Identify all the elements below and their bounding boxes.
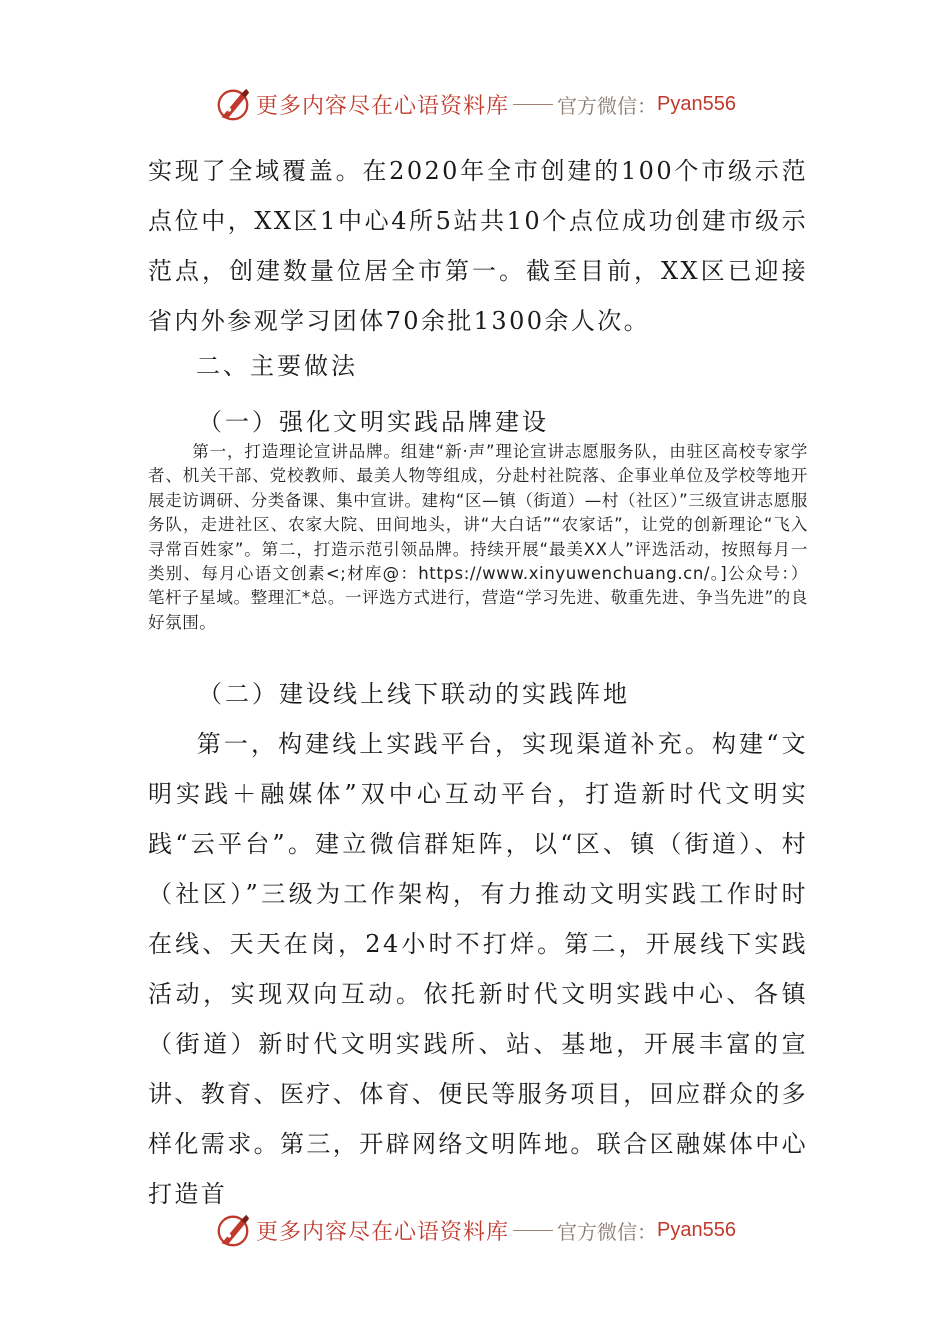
header-banner [0,82,950,126]
banner-wechat-id: Pyan556 [657,92,736,115]
banner-dash [513,104,553,105]
section-heading: 二、主要做法 [196,352,358,380]
banner-wechat-label: 官方微信： [557,1219,658,1244]
banner-brand-text: 更多内容尽在心语资料库 [256,1219,510,1245]
paragraph-2-text: 第一，构建线上实践平台，实现渠道补充。构建“文明实践＋融媒体”双中心互动平台，打造新时代文明实践“云平台”。建立微信群矩阵，以“区、镇（街道）、村（社区）”三级为工作架构，有力推动文明实践工作时时在线、天天在岗，24小时不打烊。第二，开展线下实践活动，实现双向互动。依托新时代文明实践中心、各镇（街道）新时代文明实践所、站、基地，开展丰富的宣讲、教育、医疗、体育、便民等服务项目，回应群众的多样化需求。第三，开辟网络文明阵地。联合区融媒体中心打造首 [148,730,808,1208]
paragraph-small-text: 第一，打造理论宣讲品牌。组建“新·声”理论宣讲志愿服务队，由驻区高校专家学者、机关干部、党校教师、最美人物等组成，分赴村社院落、企事业单位及学校等地开展走访调研、分类备课、集中宣讲。建构“区—镇（街道）—村（社区）”三级宣讲志愿服务队，走进社区、农家大院、田间地头，讲“大白话”“农家话”，让党的创新理论“飞入寻常百姓家”。第二，打造示范引领品牌。持续开展“最美XX人”评选活动，按照每月一类别、每月心语文创素<;材库@：https://www.xinyuwenchuang.cn/。]公众号：）笔杆子星域。整理汇*总。一评选方式进行，营造“学习先进、敬重先进、争当先进”的良好氛围。 [148,442,808,632]
banner-wechat-id: Pyan556 [657,1218,736,1241]
pen-logo-icon [214,1211,252,1249]
banner-dash [513,1230,553,1231]
subheading-2: （二）建设线上线下联动的实践阵地 [198,680,630,708]
pen-logo-icon [214,85,252,123]
paragraph-small [148,440,808,635]
banner-wechat-label: 官方微信： [557,93,658,118]
subheading-1: （一）强化文明实践品牌建设 [198,408,549,436]
banner-brand-text: 更多内容尽在心语资料库 [256,93,510,119]
paragraph-2 [148,719,808,1219]
footer-banner [0,1208,950,1252]
paragraph-1: 实现了全域覆盖。在2020年全市创建的100个市级示范点位中，XX区1中心4所5站共10个点位成功创建市级示范点，创建数量位居全市第一。截至目前，XX区已迎接省内外参观学习团体70余批1300余人次。 [148,157,808,335]
